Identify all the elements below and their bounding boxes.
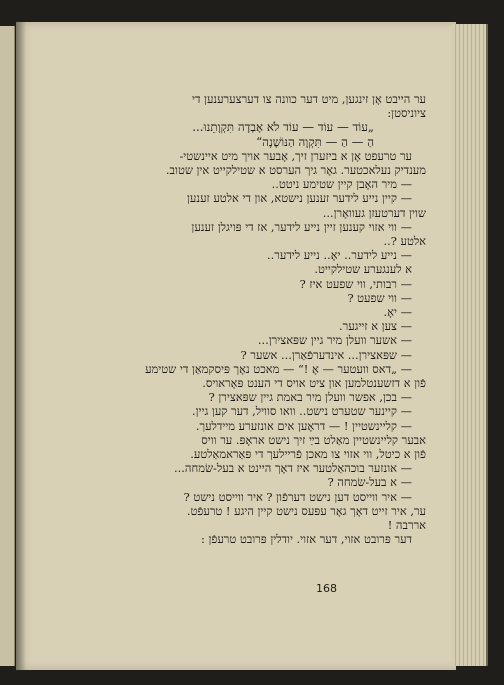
facing-page-edge xyxy=(0,26,15,666)
text-line: אבער קליינשטיין מאַלט בײַ זיך נישט אראָפּ. ער וויס xyxy=(201,432,426,447)
dialogue-line: — נייע לידער.. יאָ.. נייע לידער.. xyxy=(267,248,412,263)
dialogue-line: — ווי אזוי קענען זיין נייע לידער, אז די פּויגלן זענען xyxy=(191,219,412,234)
text-line: שוין דערטעזן געוואָרן... xyxy=(322,205,426,220)
page-text xyxy=(80,92,426,547)
text-line: מענדיק נעלאכטער. גאָר גיך הערסט א שטילקייט אין שטוב. xyxy=(165,163,426,178)
dialogue-line: — אונזער בוכהאַלטער איז דאָך היינט א בעל-שׂמחה... xyxy=(174,461,412,476)
verse-line: הַ — הַ — תִּקְוָה הַנּוֹשָׁנָה“ xyxy=(256,134,374,149)
verse-line: „עוֹד — עוֹד — עוֹד לֹא אָבְדָה תִּקְוָתֵנוּ... xyxy=(192,120,374,135)
dialogue-line: — איר ווייסט דען נישט דערפֿון ? איר ווייסט נישט ? xyxy=(183,489,412,504)
dialogue-line: — רבותי, ווי שפעט איז ? xyxy=(299,276,412,291)
text-line: ער הייבט אָן זינגען, מיט דער כוונה צו דערצערענען די xyxy=(191,92,426,106)
dialogue-line: — יאָ. xyxy=(383,305,412,320)
text-line: פֿון א כיטל, ווי אזוי צו מאכן פֿריילעך די פּאַראמאַלטע. xyxy=(190,447,426,462)
text-line: ער, איר זייט דאָך גאָר עפּעס נישט קיין היגע ! טרעפֿט. xyxy=(186,503,426,518)
dialogue-line: — בכן, אפשר וועלן מיר באמת גיין שפּאצירן ? xyxy=(208,390,412,405)
dialogue-line: — „דאס וועטער — אָ !“ — מאכט נאָך פּיסקמאַן די שטימע xyxy=(145,361,412,376)
page-edges xyxy=(452,24,488,666)
text-line: א לענגערע שטילקייט. xyxy=(314,262,412,277)
text-line: ער טרעפט אָן א ביזערן זיך, אָבער אויך מיט איינשטי- xyxy=(179,148,412,163)
dialogue-line: — ווי שפעט ? xyxy=(347,290,412,305)
dialogue-line: — מיר האָבן קיין שטימע ניטט.. xyxy=(271,177,412,192)
spine-shadow xyxy=(16,22,26,670)
text-line: פֿון א דזשענטלמען און ציט אויס די הענט פּאָראויס. xyxy=(202,376,426,391)
dialogue-line: — א בעל-שׂמחה ? xyxy=(327,475,412,490)
text-line: דער פּרובט אזוי, דער אזוי. יודלין פּרובט טרעפֿן : xyxy=(201,532,412,547)
dialogue-line: — שפּאצירן... אינדערפֿאַרן... אשער ? xyxy=(240,347,412,362)
page-number: 168 xyxy=(316,582,337,595)
dialogue-line: — קליינשטיין ! — דראָען אים אונזערע מיידלעך. xyxy=(195,418,412,433)
dialogue-line: — קיין נייע לידער זענען נישטא, און די אלטע זענען xyxy=(187,191,412,206)
text-line: אלטע ?.. xyxy=(383,234,426,249)
dialogue-line: — קיינער שטערט נישט.. וואו סוויל, דער קען גיין. xyxy=(192,404,412,419)
dialogue-line: — צען א זייגער. xyxy=(339,319,412,334)
text-line: ציוניסטן: xyxy=(387,106,426,121)
text-line: אררבה ! xyxy=(387,518,426,533)
dialogue-line: — אשער וועלן מיר גיין שפּאצירן... xyxy=(257,333,412,348)
